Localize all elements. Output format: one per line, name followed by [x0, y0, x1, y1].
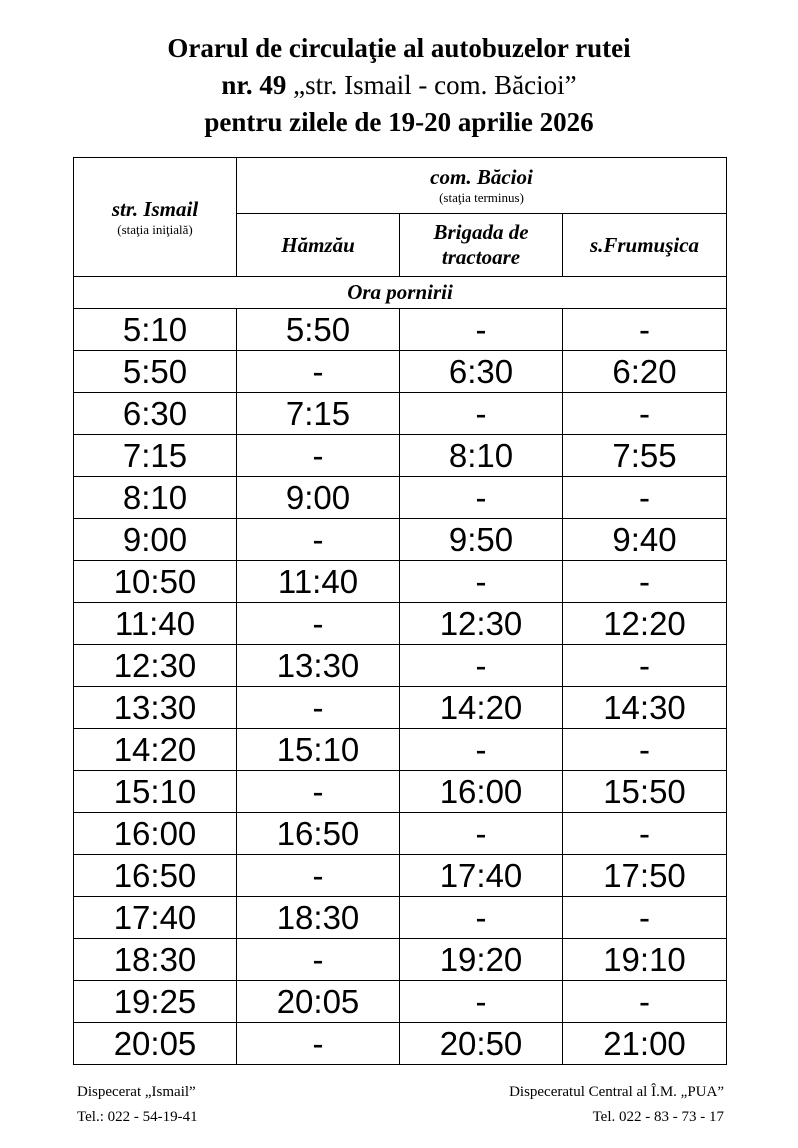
schedule-body	[74, 309, 727, 1065]
time-hamzau: -	[237, 939, 400, 981]
time-ismail: 18:30	[74, 939, 237, 981]
title-line-1: Orarul de circulaţie al autobuzelor rutei	[167, 33, 631, 63]
time-frumusica: 19:10	[563, 939, 727, 981]
time-brigada: -	[400, 561, 563, 603]
footer-left	[77, 1080, 198, 1130]
schedule-row	[74, 393, 727, 435]
time-brigada: 12:30	[400, 603, 563, 645]
time-brigada: 17:40	[400, 855, 563, 897]
time-hamzau: -	[237, 855, 400, 897]
dispatcher-left-name: Dispecerat „Ismail”	[77, 1084, 196, 1100]
time-brigada: -	[400, 729, 563, 771]
time-frumusica: -	[563, 729, 727, 771]
schedule-row	[74, 687, 727, 729]
time-hamzau: -	[237, 771, 400, 813]
time-ismail: 13:30	[74, 687, 237, 729]
time-hamzau: 16:50	[237, 813, 400, 855]
time-hamzau: -	[237, 435, 400, 477]
time-brigada: 8:10	[400, 435, 563, 477]
time-ismail: 20:05	[74, 1023, 237, 1065]
time-hamzau: 15:10	[237, 729, 400, 771]
time-frumusica: -	[563, 813, 727, 855]
route-number: nr. 49	[221, 70, 287, 100]
footer-right	[509, 1080, 724, 1130]
time-ismail: 8:10	[74, 477, 237, 519]
time-frumusica: 6:20	[563, 351, 727, 393]
schedule-row	[74, 897, 727, 939]
time-hamzau: 5:50	[237, 309, 400, 351]
schedule-row	[74, 771, 727, 813]
schedule-row	[74, 519, 727, 561]
time-frumusica: 7:55	[563, 435, 727, 477]
time-ismail: 6:30	[74, 393, 237, 435]
time-ismail: 19:25	[74, 981, 237, 1023]
schedule-table	[73, 157, 727, 1065]
header-brigada: Brigada de tractoare	[400, 214, 563, 277]
schedule-row	[74, 939, 727, 981]
time-brigada: -	[400, 897, 563, 939]
time-hamzau: 13:30	[237, 645, 400, 687]
time-frumusica: 12:20	[563, 603, 727, 645]
time-hamzau: -	[237, 1023, 400, 1065]
time-ismail: 17:40	[74, 897, 237, 939]
time-brigada: -	[400, 645, 563, 687]
start-station-name: str. Ismail	[111, 196, 199, 221]
time-frumusica: -	[563, 561, 727, 603]
time-brigada: -	[400, 981, 563, 1023]
time-frumusica: 21:00	[563, 1023, 727, 1065]
time-ismail: 7:15	[74, 435, 237, 477]
start-station-sub: (staţia iniţială)	[117, 221, 193, 237]
time-hamzau: 20:05	[237, 981, 400, 1023]
dispatcher-right-name: Dispeceratul Central al Î.M. „PUA”	[509, 1084, 724, 1100]
time-brigada: 14:20	[400, 687, 563, 729]
route-name: „str. Ismail - com. Băcioi”	[286, 70, 577, 100]
time-ismail: 16:50	[74, 855, 237, 897]
time-ismail: 16:00	[74, 813, 237, 855]
time-frumusica: -	[563, 309, 727, 351]
time-hamzau: 9:00	[237, 477, 400, 519]
time-frumusica: -	[563, 897, 727, 939]
time-hamzau: 11:40	[237, 561, 400, 603]
time-brigada: -	[400, 393, 563, 435]
time-ismail: 11:40	[74, 603, 237, 645]
header-hamzau: Hămzău	[237, 214, 400, 277]
terminus-sub: (staţia terminus)	[439, 190, 524, 205]
time-brigada: 16:00	[400, 771, 563, 813]
header-start-station	[74, 158, 237, 277]
time-hamzau: 18:30	[237, 897, 400, 939]
schedule-row	[74, 1023, 727, 1065]
time-ismail: 15:10	[74, 771, 237, 813]
schedule-row	[74, 351, 727, 393]
time-hamzau: 7:15	[237, 393, 400, 435]
time-ismail: 5:50	[74, 351, 237, 393]
schedule-row	[74, 603, 727, 645]
time-ismail: 12:30	[74, 645, 237, 687]
terminus-name: com. Băcioi	[430, 165, 533, 189]
time-frumusica: -	[563, 477, 727, 519]
time-hamzau: -	[237, 687, 400, 729]
time-brigada: 20:50	[400, 1023, 563, 1065]
title-line-3: pentru zilele de 19-20 aprilie 2026	[204, 107, 594, 137]
dispatcher-left-phone: Tel.: 022 - 54-19-41	[77, 1109, 198, 1125]
header-frumusica: s.Frumuşica	[563, 214, 727, 277]
dispatcher-right-phone: Tel. 022 - 83 - 73 - 17	[592, 1109, 724, 1125]
schedule-row	[74, 645, 727, 687]
time-ismail: 9:00	[74, 519, 237, 561]
time-brigada: 9:50	[400, 519, 563, 561]
time-ismail: 14:20	[74, 729, 237, 771]
time-frumusica: 14:30	[563, 687, 727, 729]
time-brigada: 6:30	[400, 351, 563, 393]
time-hamzau: -	[237, 351, 400, 393]
schedule-row	[74, 477, 727, 519]
title-line-2	[0, 67, 798, 104]
header-ora-pornirii: Ora pornirii	[74, 277, 727, 309]
schedule-row	[74, 729, 727, 771]
time-frumusica: 15:50	[563, 771, 727, 813]
schedule-row	[74, 813, 727, 855]
schedule-row	[74, 309, 727, 351]
time-brigada: 19:20	[400, 939, 563, 981]
time-ismail: 10:50	[74, 561, 237, 603]
time-ismail: 5:10	[74, 309, 237, 351]
time-hamzau: -	[237, 519, 400, 561]
time-frumusica: -	[563, 645, 727, 687]
schedule-row	[74, 981, 727, 1023]
time-frumusica: -	[563, 981, 727, 1023]
time-brigada: -	[400, 813, 563, 855]
time-frumusica: -	[563, 393, 727, 435]
document-title	[0, 30, 798, 141]
time-hamzau: -	[237, 603, 400, 645]
time-brigada: -	[400, 309, 563, 351]
schedule-row	[74, 855, 727, 897]
header-terminus-group	[237, 158, 727, 214]
time-frumusica: 9:40	[563, 519, 727, 561]
time-brigada: -	[400, 477, 563, 519]
schedule-row	[74, 435, 727, 477]
schedule-row	[74, 561, 727, 603]
time-frumusica: 17:50	[563, 855, 727, 897]
